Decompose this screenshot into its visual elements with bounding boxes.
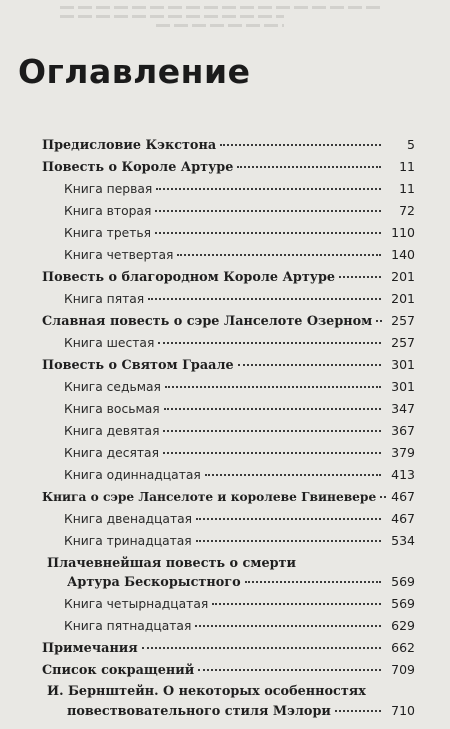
toc-entry-book-12[interactable] (64, 511, 415, 531)
toc-entry-page: 201 (391, 291, 415, 306)
toc-entry-label: повествовательного стиля Мэлори (67, 704, 331, 719)
toc-entry-label: Славная повесть о сэре Ланселоте Озерном (42, 314, 373, 329)
toc-entry-abbreviations[interactable] (42, 662, 415, 682)
toc-entry-noble-king-arthur[interactable] (42, 269, 415, 289)
toc-entry-book-11[interactable] (64, 467, 415, 487)
leader-dots (380, 496, 386, 498)
leader-dots (237, 166, 381, 168)
toc-entry-label: Книга шестая (64, 336, 155, 350)
toc-entry-page: 662 (391, 640, 415, 655)
toc-entry-label: Книга девятая (64, 424, 160, 438)
leader-dots (220, 144, 381, 146)
leader-dots (196, 540, 381, 542)
toc-entry-label: Книга четвертая (64, 248, 174, 262)
toc-entry-page: 467 (391, 511, 415, 526)
toc-entry-death-arthur[interactable] (67, 574, 415, 594)
toc-entry-book-1[interactable] (64, 181, 415, 201)
toc-entry-label: Книга вторая (64, 204, 152, 218)
toc-entry-page: 534 (391, 533, 415, 548)
toc-entry-death-arthur-line1[interactable]: Плачевнейшая повесть о смерти (47, 556, 296, 571)
toc-entry-page: 11 (399, 181, 415, 196)
toc-entry-page: 140 (391, 247, 415, 262)
leader-dots (335, 710, 381, 712)
toc-entry-page: 201 (391, 269, 415, 284)
toc-entry-page: 629 (391, 618, 415, 633)
toc-entry-label: Список сокращений (42, 663, 195, 678)
toc-entry-book-9[interactable] (64, 423, 415, 443)
toc-entry-book-3[interactable] (64, 225, 415, 245)
toc-entry-page: 257 (391, 313, 415, 328)
leader-dots (196, 518, 381, 520)
toc-entry-label: Книга пятнадцатая (64, 619, 192, 633)
toc-entry-label: Книга десятая (64, 446, 159, 460)
toc-entry-label: Повесть о Святом Граале (42, 358, 234, 373)
toc-entry-tale-king-arthur[interactable] (42, 159, 415, 179)
toc-entry-bernstein-line1[interactable] (47, 684, 366, 699)
toc-entry-page: 72 (399, 203, 415, 218)
toc-entry-page: 367 (391, 423, 415, 438)
leader-dots (245, 581, 381, 583)
toc-entry-label: Примечания (42, 641, 138, 656)
leader-dots (142, 647, 381, 649)
toc-entry-label: Книга одиннадцатая (64, 468, 201, 482)
toc-entry-page: 5 (407, 137, 415, 152)
toc-entry-page: 710 (391, 703, 415, 718)
toc-entry-page: 379 (391, 445, 415, 460)
leader-dots (156, 188, 381, 190)
leader-dots (155, 232, 381, 234)
toc-entry-bernstein[interactable] (67, 703, 415, 723)
toc-entry-book-6[interactable] (64, 335, 415, 355)
toc-entry-page: 347 (391, 401, 415, 416)
toc-entry-book-13[interactable] (64, 533, 415, 553)
toc-entry-page: 569 (391, 574, 415, 589)
leader-dots (155, 210, 381, 212)
toc-entry-book-8[interactable] (64, 401, 415, 421)
toc-entry-page: 569 (391, 596, 415, 611)
toc-entry-page: 110 (391, 225, 415, 240)
toc-entry-label: Повесть о благородном Короле Артуре (42, 270, 336, 285)
toc-entry-author: И. Бернштейн. (47, 684, 159, 699)
toc-entry-lancelot-guinevere[interactable] (42, 489, 415, 509)
toc-entry-preface[interactable] (42, 137, 415, 157)
toc-entry-lancelot-du-lac[interactable] (42, 313, 415, 333)
toc-entry-page: 301 (391, 379, 415, 394)
leader-dots (376, 320, 382, 322)
page-title: Оглавление (18, 52, 251, 91)
toc-entry-label: Книга тринадцатая (64, 534, 192, 548)
leader-dots (195, 625, 381, 627)
toc-entry-page: 11 (399, 159, 415, 174)
toc-entry-notes[interactable] (42, 640, 415, 660)
leader-dots (148, 298, 381, 300)
leader-dots (165, 386, 381, 388)
leader-dots (238, 364, 381, 366)
toc-entry-label: Книга седьмая (64, 380, 161, 394)
leader-dots (163, 452, 381, 454)
toc-entry-page: 301 (391, 357, 415, 372)
toc-entry-label: Предисловие Кэкстона (42, 138, 217, 153)
toc-entry-page: 257 (391, 335, 415, 350)
toc-entry-book-4[interactable] (64, 247, 415, 267)
toc-entry-label: Книга третья (64, 226, 152, 240)
leader-dots (205, 474, 381, 476)
leader-dots (164, 408, 381, 410)
leader-dots (158, 342, 381, 344)
leader-dots (163, 430, 381, 432)
toc-entry-page: 467 (391, 489, 415, 504)
toc-entry-label: Книга о сэре Ланселоте и королеве Гвиневере (42, 490, 377, 504)
toc-entry-book-5[interactable] (64, 291, 415, 311)
toc-entry-book-10[interactable] (64, 445, 415, 465)
toc-entry-label: Книга восьмая (64, 402, 160, 416)
leader-dots (198, 669, 381, 671)
toc-entry-book-14[interactable] (64, 596, 415, 616)
leader-dots (212, 603, 381, 605)
toc-entry-holy-grail[interactable] (42, 357, 415, 377)
toc-entry-label: Повесть о Короле Артуре (42, 160, 234, 175)
leader-dots (339, 276, 381, 278)
leader-dots (177, 254, 381, 256)
toc-entry-label: Книга двенадцатая (64, 512, 193, 526)
toc-entry-label: Книга пятая (64, 292, 145, 306)
toc-entry-label: О некоторых особенностях (163, 684, 366, 699)
toc-entry-label: Артура Бескорыстного (67, 575, 241, 590)
toc-entry-book-2[interactable] (64, 203, 415, 223)
toc-entry-label: Книга первая (64, 182, 153, 196)
toc-entry-book-15[interactable] (64, 618, 415, 638)
toc-entry-label: Книга четырнадцатая (64, 597, 209, 611)
toc-entry-book-7[interactable] (64, 379, 415, 399)
toc-entry-page: 413 (391, 467, 415, 482)
toc-entry-page: 709 (391, 662, 415, 677)
